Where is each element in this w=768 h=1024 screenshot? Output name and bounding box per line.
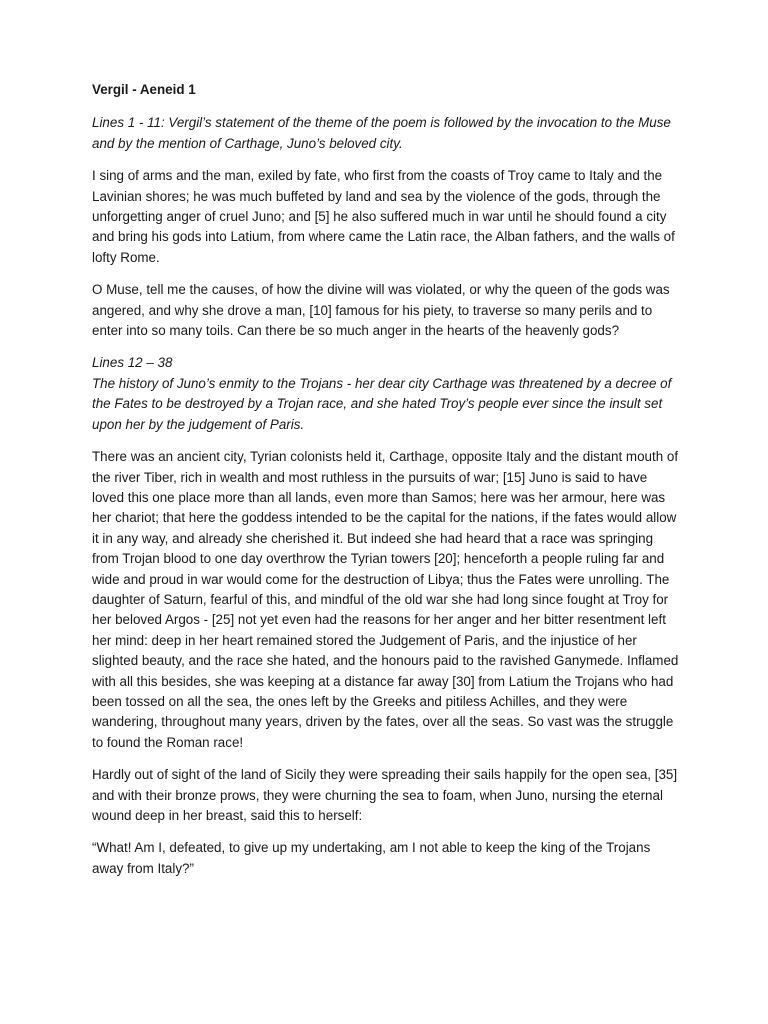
paragraph-sicily: Hardly out of sight of the land of Sicily they were spreading their sails happily for the open sea, [35] and with their bronze prows, they were churning the sea to foam, when Juno, nursing the eternal wound deep in her breast, said this to herself: xyxy=(92,767,678,823)
section-heading-lines-1-11: Lines 1 - 11: Vergil’s statement of the theme of the poem is followed by the invocation to the Muse and by the mention of Carthage, Juno’s beloved city. xyxy=(92,115,671,151)
section-heading-lines-12-38 xyxy=(92,353,682,435)
paragraph-o-muse: O Muse, tell me the causes, of how the divine will was violated, or why the queen of the gods was angered, and why she drove a man, [10] famous for his piety, to traverse so many perils and to enter into so many toils. Can there be so much anger in the hearts of the heavenly gods? xyxy=(92,282,670,339)
paragraph-juno-speech: “What! Am I, defeated, to give up my undertaking, am I not able to keep the king of the Trojans away from Italy?” xyxy=(92,840,651,876)
paragraph-arms-and-the-man: I sing of arms and the man, exiled by fate, who first from the coasts of Troy came to Italy and the Lavinian shores; he was much buffeted by land and sea by the violence of the gods, through the unforgetting anger of cruel Juno; and [5] he also suffered much in war until he should found a city and bring his gods into Latium, from where came the Latin race, the Alban fathers, and the walls of lofty Rome. xyxy=(92,168,675,265)
document-title: Vergil - Aeneid 1 xyxy=(92,82,196,97)
section-heading-text: The history of Juno’s enmity to the Trojans - her dear city Carthage was threatened by a decree of the Fates to be destroyed by a Trojan race, and she hated Troy’s people ever since the insult set upon her by the judgement of Paris. xyxy=(92,375,672,432)
paragraph-ancient-city: There was an ancient city, Tyrian colonists held it, Carthage, opposite Italy and the distant mouth of the river Tiber, rich in wealth and most ruthless in the pursuits of war; [15] Juno is said to have loved this one place more than all lands, even more than Samos; here was her armour, here was her chariot; that here the goddess intended to be the capital for the nations, if the fates would allow it in any way, and already she cherished it. But indeed she had heard that a race was springing from Trojan blood to one day overthrow the Tyrian towers [20]; henceforth a people ruling far and wide and proud in war would come for the destruction of Libya; thus the Fates were unrolling. The daughter of Saturn, fearful of this, and mindful of the old war she had long since fought at Troy for her beloved Argos - [25] not yet even had the reasons for her anger and her bitter resentment left her mind: deep in her heart remained stored the Judgement of Paris, and the injustice of her slighted beauty, and the race she hated, and the honours paid to the ravished Ganymede. Inflamed with all this besides, she was keeping at a distance far away [30] from Latium the Trojans who had been tossed on all the sea, the ones left by the Greeks and pitiless Achilles, and they were wandering, throughout many years, driven by the fates, over all the seas. So vast was the struggle to found the Roman race! xyxy=(92,449,679,750)
section-lines-label: Lines 12 – 38 xyxy=(92,355,173,371)
document-page xyxy=(92,80,682,891)
